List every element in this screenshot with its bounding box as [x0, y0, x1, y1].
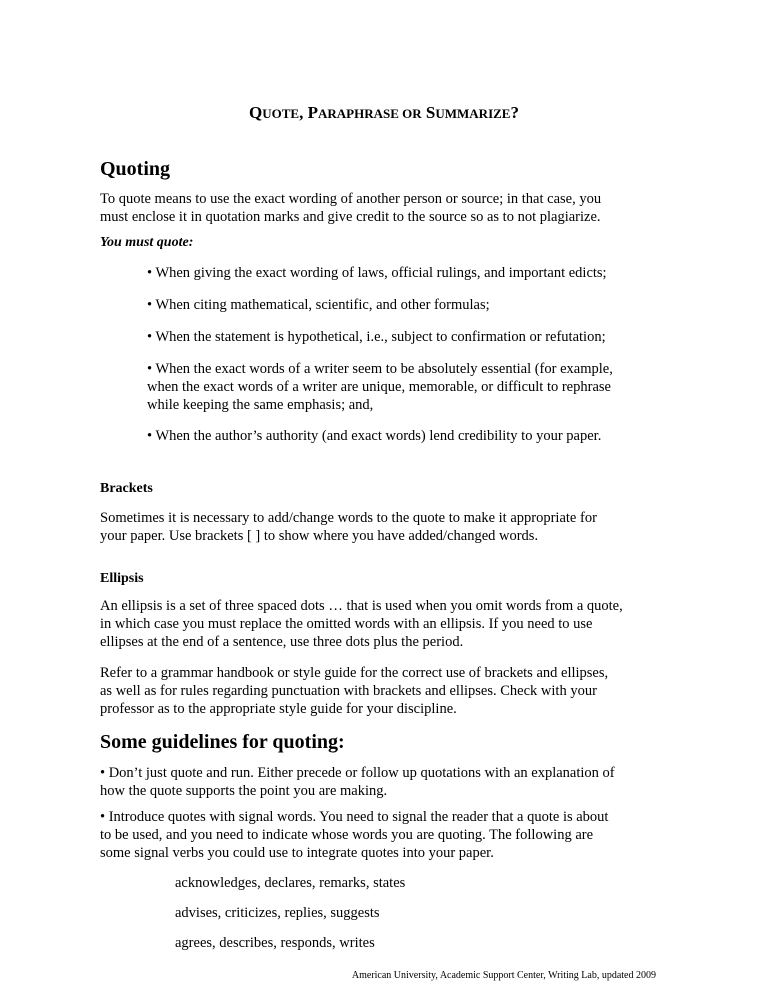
- guideline-item: [100, 808, 668, 862]
- guideline-line: how the quote supports the point you are making.: [100, 783, 388, 799]
- brackets-heading: Brackets: [100, 481, 153, 496]
- signal-verbs-line: agrees, describes, responds, writes: [175, 935, 375, 951]
- bullet-item: [147, 328, 668, 346]
- must-quote-label: [100, 234, 668, 252]
- title-comma: ,: [299, 103, 308, 122]
- bullet-text: • When giving the exact wording of laws, official rulings, and important edicts;: [147, 265, 607, 281]
- title-p-initial: P: [307, 103, 318, 122]
- ellipsis-line: in which case you must replace the omitted words with an ellipsis. If you need to use: [100, 616, 593, 632]
- title-question-mark: ?: [510, 103, 519, 122]
- quoting-intro-line: must enclose it in quotation marks and give credit to the source so as to not plagiarize.: [100, 209, 601, 225]
- page-footer: American University, Academic Support Center, Writing Lab, updated 2009: [351, 970, 656, 981]
- brackets-body: [100, 509, 668, 545]
- style-guide-line: as well as for rules regarding punctuation with brackets and ellipses. Check with your: [100, 683, 597, 699]
- title-s-initial: S: [425, 103, 436, 122]
- bullet-text: while keeping the same emphasis; and,: [147, 397, 374, 413]
- bullet-text: • When citing mathematical, scientific, and other formulas;: [147, 297, 490, 313]
- quoting-intro-line: To quote means to use the exact wording of another person or source; in that case, you: [100, 191, 602, 207]
- guideline-item: [100, 764, 668, 800]
- guideline-line: some signal verbs you could use to integrate quotes into your paper.: [100, 845, 494, 861]
- must-quote-label-text: You must quote:: [100, 235, 194, 250]
- bullet-text: • When the statement is hypothetical, i.e., subject to confirmation or refutation;: [147, 329, 606, 345]
- ellipsis-heading: Ellipsis: [100, 571, 144, 586]
- guideline-line: • Don’t just quote and run. Either precede or follow up quotations with an explanation of: [100, 765, 615, 781]
- bullet-item: [147, 427, 668, 445]
- signal-verbs-line: advises, criticizes, replies, suggests: [175, 905, 380, 921]
- guideline-line: to be used, and you need to indicate whose words you are quoting. The following are: [100, 827, 594, 843]
- title-s-rest: UMMARIZE: [435, 106, 511, 121]
- bullet-item: [147, 264, 668, 282]
- signal-verbs-list: [175, 904, 668, 922]
- signal-verbs-list: [175, 874, 668, 892]
- brackets-line: your paper. Use brackets [ ] to show where you have added/changed words.: [100, 528, 539, 544]
- guideline-line: • Introduce quotes with signal words. You need to signal the reader that a quote is about: [100, 809, 609, 825]
- ellipsis-line: An ellipsis is a set of three spaced dots … that is used when you omit words from a quote,: [100, 598, 623, 614]
- style-guide-line: professor as to the appropriate style guide for your discipline.: [100, 701, 457, 717]
- style-guide-note: [100, 664, 668, 718]
- signal-verbs-list: [175, 934, 668, 952]
- ellipsis-body: [100, 597, 668, 651]
- bullet-text: when the exact words of a writer are unique, memorable, or difficult to rephrase: [147, 379, 611, 395]
- bullet-text: • When the exact words of a writer seem to be absolutely essential (for example,: [147, 361, 613, 377]
- ellipsis-section: [100, 570, 668, 588]
- quoting-heading: Quoting: [100, 158, 171, 180]
- guidelines-heading: Some guidelines for quoting:: [100, 731, 345, 753]
- signal-verbs-line: acknowledges, declares, remarks, states: [175, 875, 406, 891]
- title-p-rest: ARAPHRASE OR: [317, 106, 422, 121]
- title-q-initial: Q: [249, 103, 263, 122]
- quoting-intro: [100, 190, 668, 226]
- page-title: [0, 103, 768, 124]
- guidelines-section: [100, 730, 668, 754]
- ellipsis-line: ellipses at the end of a sentence, use three dots plus the period.: [100, 634, 464, 650]
- bullet-item: [147, 360, 668, 414]
- bullet-item: [147, 296, 668, 314]
- bullet-text: • When the author’s authority (and exact words) lend credibility to your paper.: [147, 428, 602, 444]
- title-q-rest: UOTE: [262, 106, 300, 121]
- quoting-section: [100, 157, 668, 181]
- style-guide-line: Refer to a grammar handbook or style guide for the correct use of brackets and ellipses,: [100, 665, 609, 681]
- brackets-line: Sometimes it is necessary to add/change words to the quote to make it appropriate for: [100, 510, 597, 526]
- brackets-section: [100, 480, 668, 498]
